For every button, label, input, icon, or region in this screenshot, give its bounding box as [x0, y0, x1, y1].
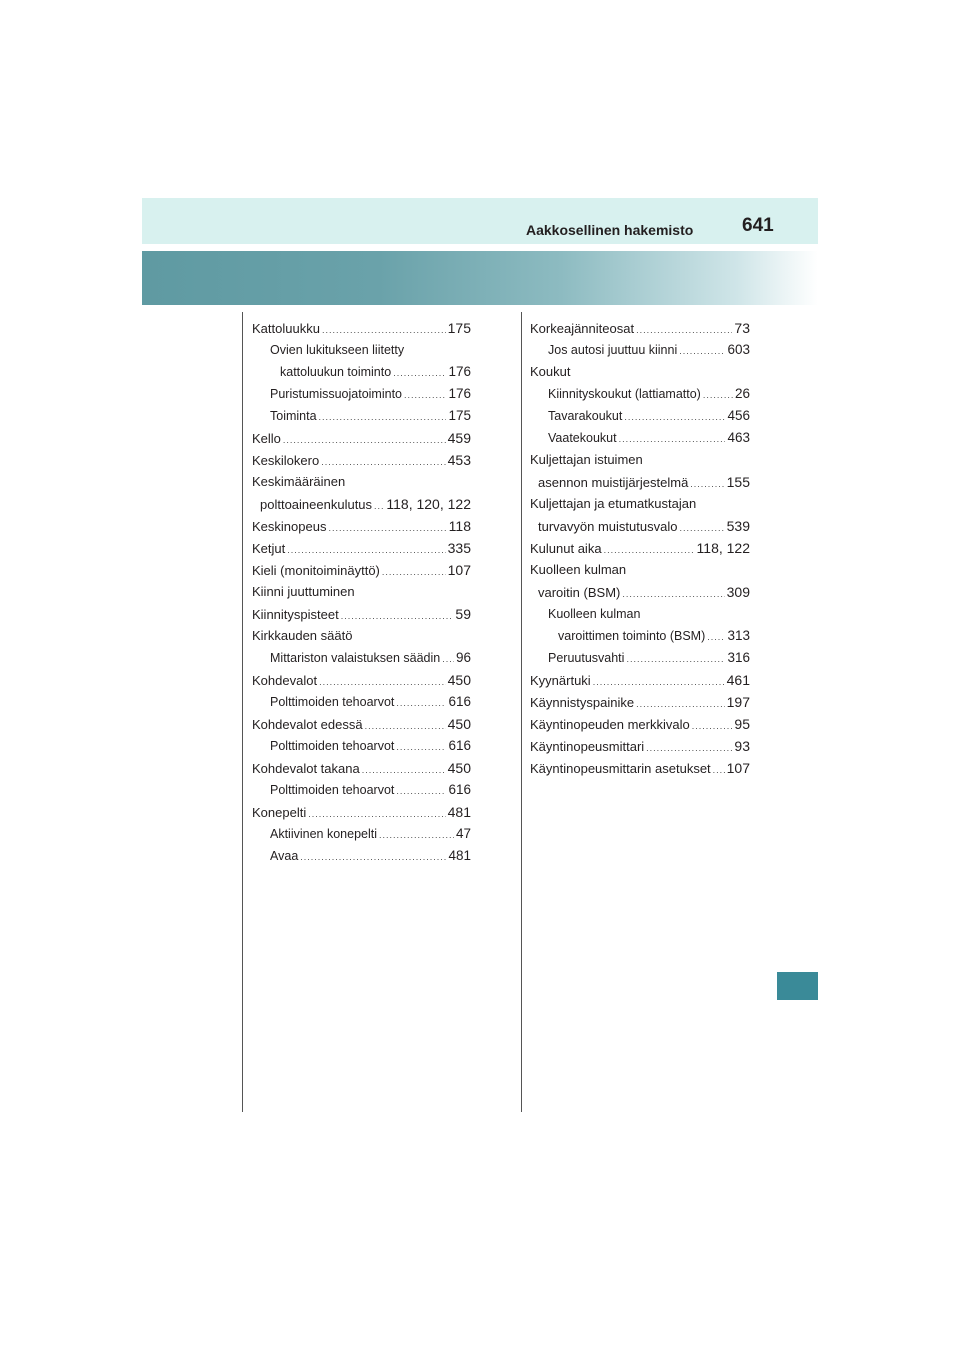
page-reference[interactable]: 335 [447, 540, 471, 556]
index-term: Kyynärtuki [530, 673, 591, 688]
leader-dots [321, 451, 445, 473]
index-entry [530, 647, 750, 669]
page-reference[interactable]: 309 [726, 584, 750, 600]
index-term: Käyntinopeusmittari [530, 739, 645, 754]
page-reference[interactable]: 616 [448, 694, 471, 709]
leader-dots [322, 319, 446, 341]
index-term: Mittariston valaistuksen säädin [270, 651, 441, 665]
index-column-right [530, 317, 750, 779]
index-term: Käynnistyspainike [530, 695, 635, 710]
index-entry [252, 537, 471, 559]
leader-dots [624, 406, 725, 428]
index-entry [530, 427, 750, 449]
page-reference[interactable]: 155 [726, 474, 750, 490]
index-entry [252, 317, 471, 339]
index-term: Avaa [270, 849, 299, 863]
index-entry [530, 735, 750, 757]
leader-dots [393, 362, 446, 384]
page-reference[interactable]: 316 [727, 650, 750, 665]
index-entry [530, 559, 750, 581]
index-term: polttoaineenkulutus [260, 497, 373, 512]
index-entry [252, 757, 471, 779]
page-reference[interactable]: 107 [726, 760, 750, 776]
center-divider [521, 312, 522, 1112]
index-term: Kello [252, 431, 281, 446]
leader-dots [328, 517, 446, 539]
index-term: Käyntinopeusmittarin asetukset [530, 761, 711, 776]
index-entry [530, 449, 750, 471]
index-entry [530, 361, 750, 383]
section-tab [777, 972, 818, 1000]
index-entry [530, 493, 750, 515]
index-term: turvavyön muistutusvalo [538, 519, 678, 534]
page-reference[interactable]: 463 [727, 430, 750, 445]
index-entry [530, 691, 750, 713]
index-term: Ovien lukitukseen liitetty [270, 343, 405, 357]
index-term: Kiinnityspisteet [252, 607, 339, 622]
index-term: Keskimääräinen [252, 474, 346, 489]
index-term: Kohdevalot edessä [252, 717, 363, 732]
leader-dots [593, 671, 725, 693]
page-reference[interactable]: 313 [727, 628, 750, 643]
index-entry [252, 405, 471, 427]
index-entry [252, 845, 471, 867]
index-entry [252, 471, 471, 493]
index-entry [530, 339, 750, 361]
leader-dots [679, 517, 724, 539]
leader-dots [319, 671, 446, 693]
section-banner [142, 251, 818, 305]
index-term: Kiinni juuttuminen [252, 584, 355, 599]
index-entry [252, 361, 471, 383]
index-term: Kieli (monitoiminäyttö) [252, 563, 380, 578]
leader-dots [396, 780, 446, 802]
leader-dots [692, 715, 733, 737]
index-term: Kuljettajan istuimen [530, 452, 643, 467]
index-entry [530, 471, 750, 493]
leader-dots [622, 583, 724, 605]
index-entry [252, 779, 471, 801]
index-term: Peruutusvahti [548, 651, 625, 665]
index-entry [530, 603, 750, 625]
index-entry [252, 647, 471, 669]
index-entry [530, 537, 750, 559]
leader-dots [319, 406, 447, 428]
leader-dots [396, 692, 446, 714]
page-reference[interactable]: 603 [727, 342, 750, 357]
page-reference[interactable]: 539 [726, 518, 750, 534]
index-term: Puristumissuojatoiminto [270, 387, 402, 401]
page-reference[interactable]: 59 [455, 606, 471, 622]
index-entry [530, 317, 750, 339]
leader-dots [707, 626, 725, 648]
page-reference[interactable]: 481 [447, 804, 471, 820]
page-reference[interactable]: 118, 122 [696, 540, 750, 556]
page-reference[interactable]: 450 [447, 716, 471, 732]
left-divider [242, 312, 243, 1112]
page-reference[interactable]: 118 [448, 518, 471, 534]
index-term: Keskinopeus [252, 519, 327, 534]
index-entry [252, 427, 471, 449]
page-reference[interactable]: 26 [734, 386, 750, 401]
leader-dots [404, 384, 446, 406]
index-term: Kohdevalot [252, 673, 318, 688]
leader-dots [283, 429, 446, 451]
leader-dots [690, 473, 724, 495]
index-term: Kohdevalot takana [252, 761, 360, 776]
index-entry [530, 405, 750, 427]
index-term: Kuolleen kulman [548, 607, 641, 621]
page-number: 641 [742, 215, 774, 236]
index-term: Kuolleen kulman [530, 562, 627, 577]
index-term: Polttimoiden tehoarvot [270, 695, 395, 709]
leader-dots [619, 428, 726, 450]
index-term: Polttimoiden tehoarvot [270, 739, 395, 753]
leader-dots [374, 495, 384, 517]
leader-dots [362, 759, 446, 781]
index-entry [530, 383, 750, 405]
leader-dots [626, 648, 725, 670]
index-entry [252, 691, 471, 713]
page-reference[interactable]: 453 [447, 452, 471, 468]
page-reference[interactable]: 197 [726, 694, 750, 710]
leader-dots [308, 803, 445, 825]
page-reference[interactable]: 176 [448, 364, 471, 379]
index-entry [530, 669, 750, 691]
index-term: kattoluukun toiminto [280, 365, 392, 379]
index-term: Toiminta [270, 409, 317, 423]
header-band [142, 198, 818, 244]
index-term: Konepelti [252, 805, 307, 820]
page-reference[interactable]: 176 [448, 386, 471, 401]
index-entry [530, 713, 750, 735]
index-term: Koukut [530, 364, 571, 379]
page-reference[interactable]: 459 [447, 430, 471, 446]
index-term: asennon muistijärjestelmä [538, 475, 689, 490]
index-entry [530, 625, 750, 647]
index-entry [530, 757, 750, 779]
page-reference[interactable]: 616 [448, 782, 471, 797]
index-entry [252, 823, 471, 845]
page-reference[interactable]: 450 [447, 672, 471, 688]
page-reference[interactable]: 47 [455, 826, 471, 841]
index-term: Kuljettajan ja etumatkustajan [530, 496, 697, 511]
index-entry [252, 625, 471, 647]
index-entry [252, 713, 471, 735]
index-entry [252, 603, 471, 625]
index-term: Käyntinopeuden merkkivalo [530, 717, 690, 732]
index-entry [252, 383, 471, 405]
index-term: varoittimen toiminto (BSM) [558, 629, 706, 643]
leader-dots [703, 384, 733, 406]
leader-dots [341, 605, 454, 627]
leader-dots [679, 340, 725, 362]
index-entry [530, 515, 750, 537]
leader-dots [604, 539, 695, 561]
leader-dots [382, 561, 446, 583]
index-term: Ketjut [252, 541, 286, 556]
index-entry [252, 669, 471, 691]
index-term: Kirkkauden säätö [252, 628, 353, 643]
page-title: Aakkosellinen hakemisto [526, 222, 694, 238]
index-term: varoitin (BSM) [538, 585, 621, 600]
index-entry [252, 449, 471, 471]
page-reference[interactable]: 95 [734, 716, 750, 732]
leader-dots [396, 736, 446, 758]
leader-dots [365, 715, 446, 737]
index-entry [252, 735, 471, 757]
index-entry [252, 559, 471, 581]
index-term: Jos autosi juuttuu kiinni [548, 343, 678, 357]
page-reference[interactable]: 175 [447, 320, 471, 336]
index-entry [252, 581, 471, 603]
page-reference[interactable]: 175 [448, 408, 471, 423]
leader-dots [287, 539, 445, 561]
index-entry [252, 801, 471, 823]
index-entry [252, 339, 471, 361]
leader-dots [442, 648, 454, 670]
index-term: Keskilokero [252, 453, 320, 468]
page-reference[interactable]: 107 [447, 562, 471, 578]
index-term: Polttimoiden tehoarvot [270, 783, 395, 797]
index-entry [252, 493, 471, 515]
leader-dots [646, 737, 732, 759]
index-column-left [252, 317, 471, 867]
page-reference[interactable]: 461 [726, 672, 750, 688]
leader-dots [636, 319, 732, 341]
index-term: Vaatekoukut [548, 431, 617, 445]
index-term: Kattoluukku [252, 321, 320, 336]
leader-dots [636, 693, 725, 715]
leader-dots [713, 759, 725, 781]
page-reference[interactable]: 96 [455, 650, 471, 665]
leader-dots [379, 824, 454, 846]
index-term: Aktiivinen konepelti [270, 827, 378, 841]
index-entry [252, 515, 471, 537]
page-reference[interactable]: 616 [448, 738, 471, 753]
page-reference[interactable]: 481 [448, 848, 471, 863]
index-term: Korkeajänniteosat [530, 321, 635, 336]
page-reference[interactable]: 456 [727, 408, 750, 423]
page-reference[interactable]: 118, 120, 122 [386, 496, 471, 512]
leader-dots [300, 846, 446, 868]
page-reference[interactable]: 93 [734, 738, 750, 754]
index-term: Kiinnityskoukut (lattiamatto) [548, 387, 701, 401]
index-term: Tavarakoukut [548, 409, 623, 423]
index-entry [530, 581, 750, 603]
index-term: Kulunut aika [530, 541, 602, 556]
page-reference[interactable]: 450 [447, 760, 471, 776]
page-reference[interactable]: 73 [734, 320, 750, 336]
